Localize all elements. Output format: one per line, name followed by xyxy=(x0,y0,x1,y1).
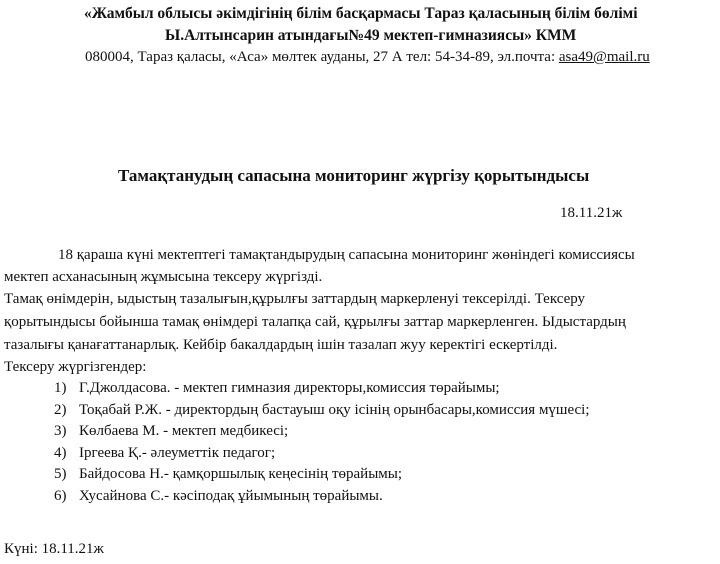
list-item-number: 6) xyxy=(54,488,67,504)
paragraph-line-4: қорытындысы бойынша тамақ өнімдері талапқа сай, құрылғы заттар маркерленген. Ыдыстардың xyxy=(4,314,626,330)
header-line-1: «Жамбыл облысы әкімдігінің білім басқармасы Тараз қаласының білім бөлімі xyxy=(84,5,638,22)
header-line-2: Ы.Алтынсарин атындағы№49 мектеп-гимназиясы» КММ xyxy=(165,27,577,44)
list-item-text: Тоқабай Р.Ж. - директордың бастауыш оқу ісінің орынбасары,комиссия мүшесі; xyxy=(79,402,590,418)
paragraph-line-3: Тамақ өнімдерін, ыдыстың тазалығын,құрылғы заттардың маркерленуі тексерілді. Тексеру xyxy=(4,291,586,307)
list-item-text: Іргеева Қ.- әлеуметтік педагог; xyxy=(79,445,276,461)
email-link[interactable]: asa49@mail.ru xyxy=(558,49,650,65)
list-item-number: 5) xyxy=(54,466,67,482)
paragraph-line-5: тазалығы қанағаттанарлық. Кейбір бакалдардың ішін тазалап жуу керектігі ескертілді. xyxy=(4,337,558,353)
list-item-text: Хусайнова С.- кәсіподақ ұйымының төрайымы. xyxy=(79,488,383,504)
list-item-text: Г.Джолдасова. - мектеп гимназия директоры,комиссия төрайымы; xyxy=(79,380,500,396)
list-item-number: 2) xyxy=(54,402,67,418)
inspectors-heading: Тексеру жүргізгендер: xyxy=(4,359,147,375)
list-item-text: Байдосова Н.- қамқоршылық кеңесінің төрайымы; xyxy=(79,466,403,482)
document-date: 18.11.21ж xyxy=(560,205,623,221)
list-item-number: 3) xyxy=(54,423,67,439)
paragraph-line-1: 18 қараша күні мектептегі тамақтандырудың сапасына мониторинг жөніндегі комиссиясы xyxy=(58,247,635,263)
list-item-number: 1) xyxy=(54,380,67,396)
document-title: Тамақтанудың сапасына мониторинг жүргізу қорытындысы xyxy=(118,166,590,185)
list-item-number: 4) xyxy=(54,445,67,461)
address-text: 080004, Тараз қаласы, «Аса» мөлтек ауданы, 27 А тел: 54-34-89, эл.почта: xyxy=(85,49,559,65)
list-item-text: Көлбаева М. - мектеп медбикесі; xyxy=(79,423,289,439)
paragraph-line-2: мектеп асханасының жұмысына тексеру жүргізді. xyxy=(4,269,323,285)
header-address xyxy=(85,50,650,65)
footer-date: Күні: 18.11.21ж xyxy=(4,541,104,557)
